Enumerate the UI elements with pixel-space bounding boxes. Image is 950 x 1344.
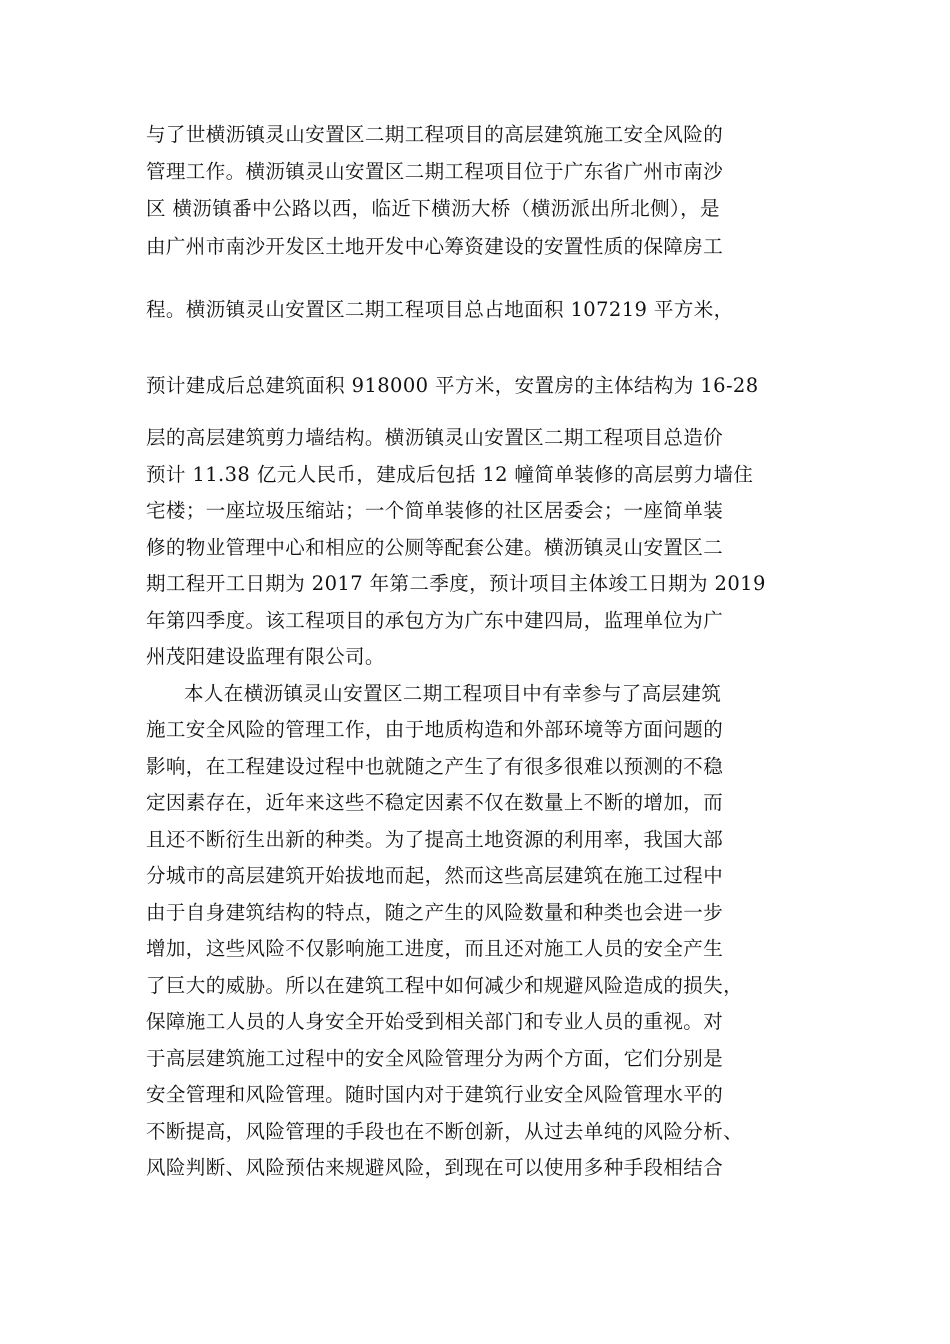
paragraph-first-line: 本人在横沥镇灵山安置区二期工程项目中有幸参与了高层建筑: [184, 682, 722, 705]
text-line: 修的物业管理中心和相应的公厕等配套公建。横沥镇灵山安置区二: [146, 536, 724, 559]
text-line: 宅楼；一座垃圾压缩站；一个简单装修的社区居委会；一座简单装: [146, 499, 724, 522]
text-line: 年第四季度。该工程项目的承包方为广东中建四局，监理单位为广: [146, 609, 724, 632]
text-line: 与了世横沥镇灵山安置区二期工程项目的高层建筑施工安全风险的: [146, 123, 724, 146]
text-line: 管理工作。横沥镇灵山安置区二期工程项目位于广东省广州市南沙: [146, 160, 724, 183]
text-line: 由于自身建筑结构的特点，随之产生的风险数量和种类也会进一步: [146, 901, 724, 924]
text-line: 且还不断衍生出新的种类。为了提高土地资源的利用率，我国大部: [146, 828, 724, 851]
text-line: 了巨大的威胁。所以在建筑工程中如何减少和规避风险造成的损失，: [146, 974, 744, 997]
text-line: 分城市的高层建筑开始拔地而起，然而这些高层建筑在施工过程中: [146, 864, 724, 887]
text-line: 安全管理和风险管理。随时国内对于建筑行业安全风险管理水平的: [146, 1083, 724, 1106]
text-line: 影响，在工程建设过程中也就随之产生了有很多很难以预测的不稳: [146, 755, 724, 778]
text-line: 程。横沥镇灵山安置区二期工程项目总占地面积 107219 平方米，: [146, 298, 734, 321]
text-line: 风险判断、风险预估来规避风险，到现在可以使用多种手段相结合: [146, 1156, 724, 1179]
text-line: 由广州市南沙开发区土地开发中心筹资建设的安置性质的保障房工: [146, 235, 724, 258]
text-line: 施工安全风险的管理工作，由于地质构造和外部环境等方面问题的: [146, 718, 724, 741]
text-line: 于高层建筑施工过程中的安全风险管理分为两个方面，它们分别是: [146, 1047, 724, 1070]
text-line: 保障施工人员的人身安全开始受到相关部门和专业人员的重视。对: [146, 1010, 724, 1033]
text-line: 层的高层建筑剪力墙结构。横沥镇灵山安置区二期工程项目总造价: [146, 426, 724, 449]
text-line: 区 横沥镇番中公路以西，临近下横沥大桥（横沥派出所北侧），是: [146, 197, 720, 220]
text-line: 不断提高，风险管理的手段也在不断创新，从过去单纯的风险分析、: [146, 1120, 744, 1143]
text-line: 期工程开工日期为 2017 年第二季度，预计项目主体竣工日期为 2019: [146, 572, 766, 595]
text-line: 增加，这些风险不仅影响施工进度，而且还对施工人员的安全产生: [146, 937, 724, 960]
text-line: 州茂阳建设监理有限公司。: [146, 645, 385, 668]
text-line: 定因素存在，近年来这些不稳定因素不仅在数量上不断的增加，而: [146, 791, 724, 814]
text-line: 预计 11.38 亿元人民币，建成后包括 12 幢简单装修的高层剪力墙住: [146, 463, 754, 486]
text-line: 预计建成后总建筑面积 918000 平方米，安置房的主体结构为 16-28: [146, 374, 759, 397]
